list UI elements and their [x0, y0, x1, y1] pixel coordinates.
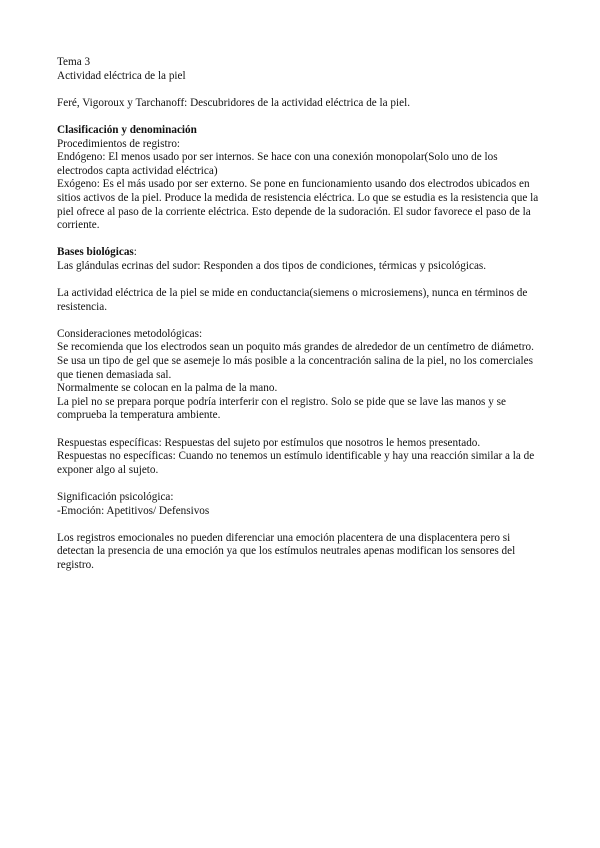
spacer — [57, 314, 543, 328]
conductancia-paragraph: La actividad eléctrica de la piel se mide en conductancia(siemens o microsiemens), nunca en términos de resistencia. — [57, 287, 528, 313]
respuestas-no-especificas: Respuestas no específicas: Cuando no tenemos un estímulo identificable y hay una reacción similar a la de exponer algo al sujeto. — [57, 450, 535, 476]
spacer — [57, 518, 543, 532]
respuestas-especificas: Respuestas específicas: Respuestas del sujeto por estímulos que nosotros le hemos presentado. — [57, 436, 481, 449]
significacion-item: -Emoción: Apetitivos/ Defensivos — [57, 504, 210, 517]
metodologicas-gel: Se usa un tipo de gel que se asemeje lo más posible a la concentración salina de la piel, no los comerciales que tienen demasiada sal. — [57, 355, 533, 381]
spacer — [57, 477, 543, 491]
bases-heading-colon: : — [133, 246, 137, 259]
spacer — [57, 423, 543, 437]
spacer — [57, 83, 543, 97]
spacer — [57, 233, 543, 247]
exogeno-paragraph: Exógeno: Es el más usado por ser externo. Se pone en funcionamiento usando dos electrodos ubicados en sitios activos de la piel. Produce la medida de resistencia eléctrica. Lo que se estudia es la resistencia que la piel ofrece al paso de la corriente eléctrica. Esto depende de la sudoración. El sudor favorece el paso de la corriente. — [57, 178, 539, 232]
metodologicas-piel: La piel no se prepara porque podría interferir con el registro. Solo se pide que se lave las manos y se comprueba la temperatura ambiente. — [57, 395, 506, 422]
conclusion-paragraph: Los registros emocionales no pueden diferenciar una emoción placentera de una displacentera pero si detectan la presencia de una emoción ya que los estímulos neutrales apenas modifican los sensores del registro. — [57, 531, 516, 571]
classification-intro: Procedimientos de registro: — [57, 137, 181, 150]
discoverers-line: Feré, Vigoroux y Tarchanoff: Descubridores de la actividad eléctrica de la piel. — [57, 96, 410, 109]
metodologicas-electrodos: Se recomienda que los electrodos sean un poquito más grandes de alrededor de un centímetro de diámetro. — [57, 341, 534, 354]
bases-heading: Bases biológicas — [57, 246, 134, 259]
endogeno-paragraph: Endógeno: El menos usado por ser internos. Se hace con una conexión monopolar(Solo uno de los electrodos capta actividad eléctrica) — [57, 151, 498, 177]
topic-line: Tema 3 — [57, 56, 91, 68]
significacion-heading: Significación psicológica: — [57, 491, 174, 503]
document-title: Actividad eléctrica de la piel — [57, 69, 186, 82]
classification-heading: Clasificación y denominación — [57, 123, 197, 136]
glandulas-paragraph: Las glándulas ecrinas del sudor: Responden a dos tipos de condiciones, térmicas y psicológicas. — [57, 259, 487, 272]
metodologicas-palma: Normalmente se colocan en la palma de la mano. — [57, 382, 278, 395]
bases-heading-line — [57, 246, 543, 260]
metodologicas-heading: Consideraciones metodológicas: — [57, 327, 203, 340]
document-body — [57, 56, 543, 573]
spacer — [57, 274, 543, 288]
spacer — [57, 110, 543, 124]
